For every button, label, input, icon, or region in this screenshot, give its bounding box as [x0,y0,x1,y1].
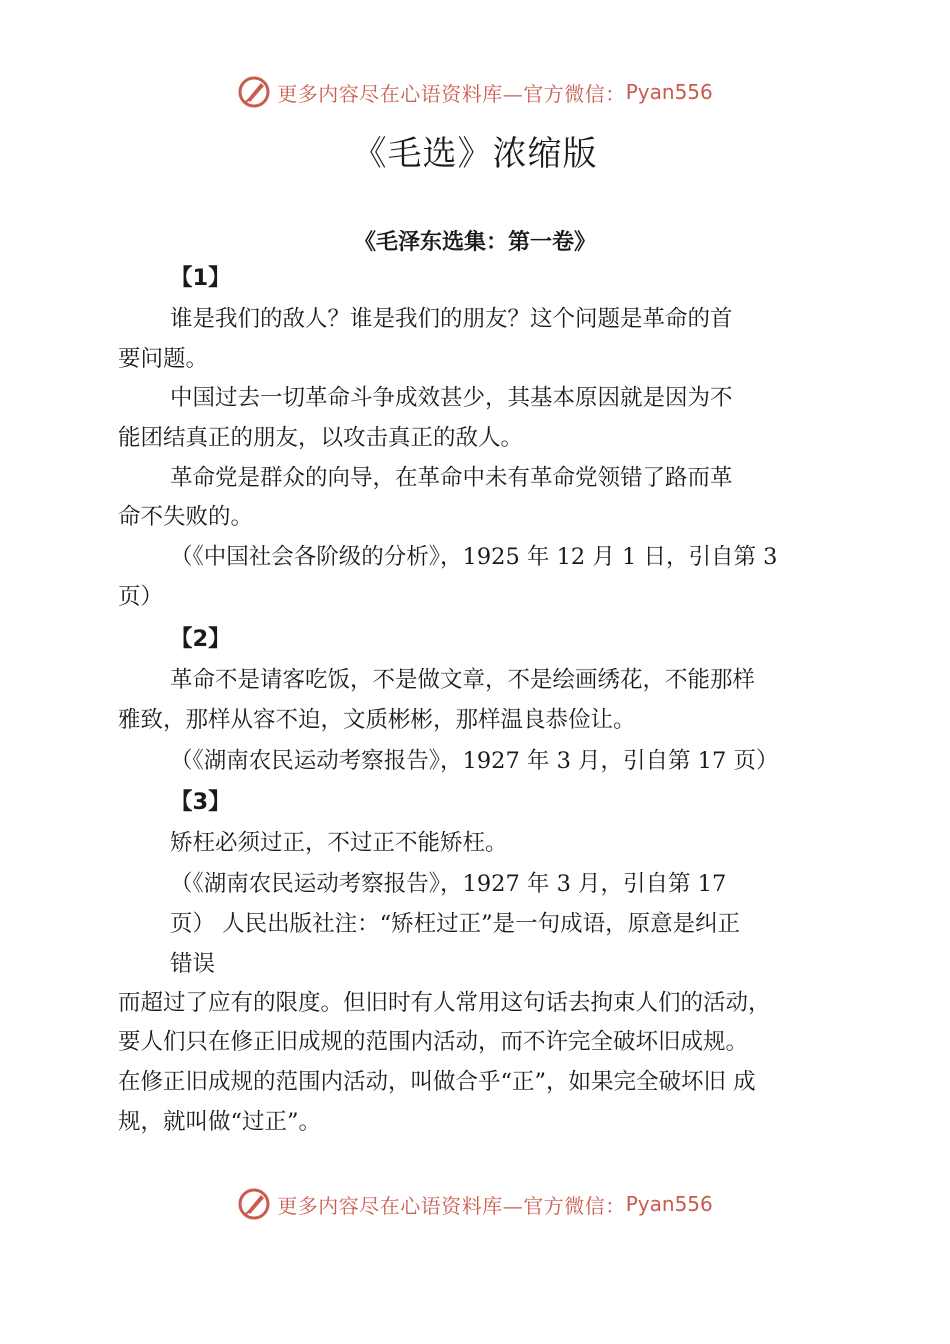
paragraph-line: 命不失败的。 [118,504,254,530]
note-line: 在修正旧成规的范围内活动，叫做合乎“正”，如果完全破坏旧 成 [118,1069,756,1095]
note-line: 而超过了应有的限度。但旧时有人常用这句话去拘束人们的活动， [118,990,771,1016]
footer-watermark [0,1184,950,1224]
document-title: 《毛选》浓缩版 [352,134,598,174]
paragraph-line: 能团结真正的朋友，以攻击真正的敌人。 [118,425,524,451]
paragraph-line: 矫枉必须过正，不过正不能矫枉。 [170,830,508,856]
citation-line: （《湖南农民运动考察报告》，1927 年 3 月，引自第 17 页） [170,748,779,774]
section-number: 【1】 [170,265,231,291]
paragraph-line: 要问题。 [118,346,209,372]
citation-line: （《中国社会各阶级的分析》，1925 年 12 月 1 日，引自第 3 [170,544,778,570]
paragraph-line: 谁是我们的敌人？谁是我们的朋友？这个问题是革命的首 [170,306,733,332]
watermark-wechat-id: Pyan556 [625,80,713,104]
header-watermark [0,72,950,112]
paragraph-line: 革命党是群众的向导，在革命中未有革命党领错了路而革 [170,465,733,491]
section-number: 【3】 [170,789,231,815]
paragraph-line: 中国过去一切革命斗争成效甚少，其基本原因就是因为不 [170,385,733,411]
note-line: 规，就叫做“过正”。 [118,1109,322,1135]
note-line: 要人们只在修正旧成规的范围内活动，而不许完全破坏旧成规。 [118,1029,749,1055]
watermark-text: 更多内容尽在心语资料库—官方微信： [277,1193,626,1218]
paragraph-line: 革命不是请客吃饭，不是做文章，不是绘画绣花，不能那样 [170,667,756,693]
citation-line: 页） [118,584,164,610]
note-line: 错误 [170,951,216,977]
section-number: 【2】 [170,626,231,652]
watermark-text: 更多内容尽在心语资料库—官方微信： [277,81,626,106]
citation-line: （《湖南农民运动考察报告》，1927 年 3 月，引自第 17 [170,871,727,897]
volume-title: 《毛泽东选集：第一卷》 [353,230,596,255]
quill-logo-icon [237,75,271,109]
paragraph-line: 雅致，那样从容不迫，文质彬彬，那样温良恭俭让。 [118,707,636,733]
watermark-wechat-id: Pyan556 [625,1192,713,1216]
quill-logo-icon [237,1187,271,1221]
note-line: 页） 人民出版社注：“矫枉过正”是一句成语，原意是纠正 [170,911,741,937]
